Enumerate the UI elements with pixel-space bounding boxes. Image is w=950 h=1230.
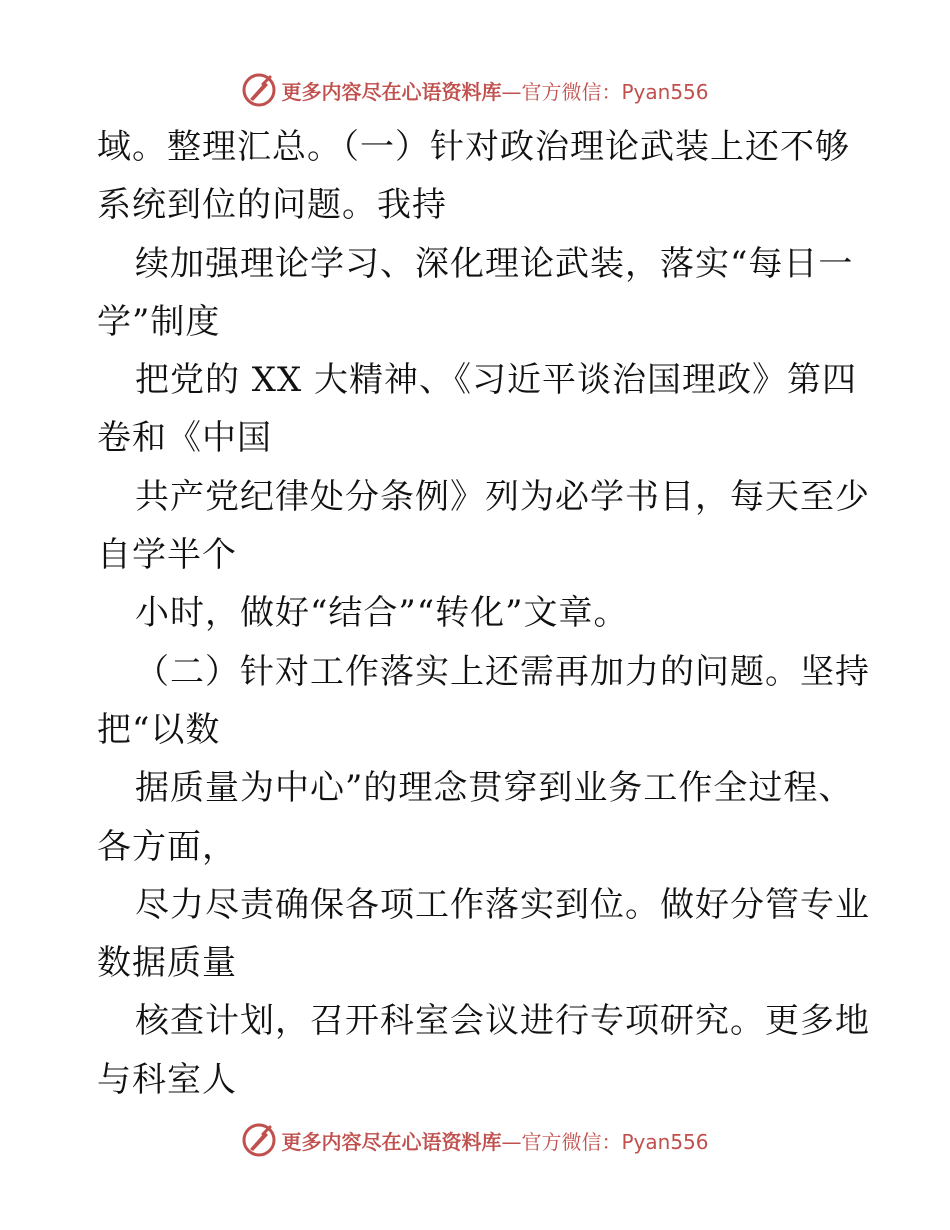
text-line: 各方面， [97,826,237,867]
watermark-dash: — [501,1129,522,1154]
text-line: 卷和《中国 [97,418,272,459]
watermark-wechat-id: Pyan556 [621,1129,709,1154]
watermark-wechat-label: 官方微信： [521,79,622,104]
watermark-site: 更多内容尽在心语资料库 [281,79,502,104]
pen-logo-icon [241,72,277,108]
text-line: 核查计划，召开科室会议进行专项研究。更多地 [135,1001,870,1042]
text-line: 与科室人 [97,1059,237,1100]
watermark-text [281,76,708,105]
watermark-text [281,1126,708,1155]
pen-logo-icon [241,1122,277,1158]
text-line: 把党的 XX 大精神、《习近平谈治国理政》第四 [135,360,858,401]
text-line: 域。整理汇总。（一）针对政治理论武装上还不够 [97,127,850,167]
watermark-wechat-label: 官方微信： [521,1129,622,1154]
text-line: 学”制度 [97,301,221,342]
text-line: 把“以数 [97,709,221,750]
watermark-site: 更多内容尽在心语资料库 [281,1129,502,1154]
document-body [97,118,870,1109]
text-line: 自学半个 [97,535,237,576]
header-watermark [0,70,950,110]
text-line: 尽力尽责确保各项工作落实到位。做好分管专业 [135,884,870,925]
text-line: 续加强理论学习、深化理论武装，落实“每日一 [135,243,854,284]
watermark-wechat-id: Pyan556 [621,79,709,104]
text-line: （二）针对工作落实上还需再加力的问题。坚持 [135,651,870,692]
text-line: 数据质量 [97,943,237,984]
footer-watermark [0,1120,950,1160]
watermark-dash: — [501,79,522,104]
text-line: 小时，做好“结合”“转化”文章。 [135,593,629,634]
text-line: 系统到位的问题。我持 [97,185,447,226]
text-line: 据质量为中心”的理念贯穿到业务工作全过程、 [135,768,854,809]
text-line: 共产党纪律处分条例》列为必学书目，每天至少 [135,476,870,517]
